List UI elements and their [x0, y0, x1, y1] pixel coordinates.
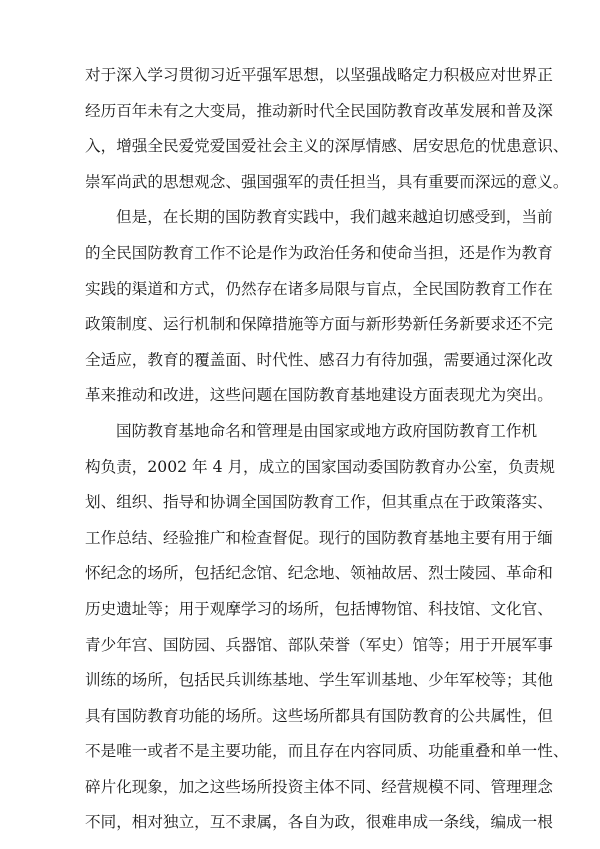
text-line: 工作总结、经验推广和检查督促。现行的国防教育基地主要有用于缅	[85, 528, 553, 547]
paragraph	[85, 414, 569, 841]
text-line: 国防教育基地命名和管理是由国家或地方政府国防教育工作机	[116, 421, 538, 440]
text-line: 不是唯一或者不是主要功能，而且存在内容同质、功能重叠和单一性、	[85, 742, 569, 761]
paragraph	[85, 200, 553, 414]
text-line: 经历百年未有之大变局，推动新时代全民国防教育改革发展和普及深	[85, 101, 553, 120]
text-line: 碎片化现象，加之这些场所投资主体不同、经营规模不同、管理理念	[85, 777, 553, 796]
text-line: 怀纪念的场所，包括纪念馆、纪念地、领袖故居、烈士陵园、革命和	[85, 564, 553, 583]
text-line: 具有国防教育功能的场所。这些场所都具有国防教育的公共属性，但	[85, 706, 553, 725]
document-body	[85, 58, 569, 841]
text-line: 训练的场所，包括民兵训练基地、学生军训基地、少年军校等；其他	[85, 671, 553, 690]
text-line: 入，增强全民爱党爱国爱社会主义的深厚情感、居安思危的忧患意识、	[85, 137, 569, 156]
text-line: 崇军尚武的思想观念、强国强军的责任担当，具有重要而深远的意义。	[85, 172, 569, 191]
text-line: 革来推动和改进，这些问题在国防教育基地建设方面表现尤为突出。	[85, 386, 553, 405]
paragraph	[85, 58, 569, 200]
text-line: 但是，在长期的国防教育实践中，我们越来越迫切感受到，当前	[116, 208, 553, 227]
text-line: 划、组织、指导和协调全国国防教育工作，但其重点在于政策落实、	[85, 493, 553, 512]
text-line: 构负责，2002 年 4 月，成立的国家国动委国防教育办公室，负责规	[85, 457, 555, 476]
text-line: 不同，相对独立，互不隶属，各自为政，很难串成一条线，编成一根	[85, 813, 553, 832]
text-line: 政策制度、运行机制和保障措施等方面与新形势新任务新要求还不完	[85, 315, 553, 334]
text-line: 青少年宫、国防园、兵器馆、部队荣誉（军史）馆等；用于开展军事	[85, 635, 553, 654]
text-line: 全适应，教育的覆盖面、时代性、感召力有待加强，需要通过深化改	[85, 350, 553, 369]
text-line: 实践的渠道和方式，仍然存在诸多局限与盲点，全民国防教育工作在	[85, 279, 553, 298]
text-line: 历史遗址等；用于观摩学习的场所，包括博物馆、科技馆、文化官、	[85, 599, 553, 618]
text-line: 的全民国防教育工作不论是作为政治任务和使命当担，还是作为教育	[85, 243, 553, 262]
text-line: 对于深入学习贯彻习近平强军思想，以坚强战略定力积极应对世界正	[85, 66, 553, 84]
